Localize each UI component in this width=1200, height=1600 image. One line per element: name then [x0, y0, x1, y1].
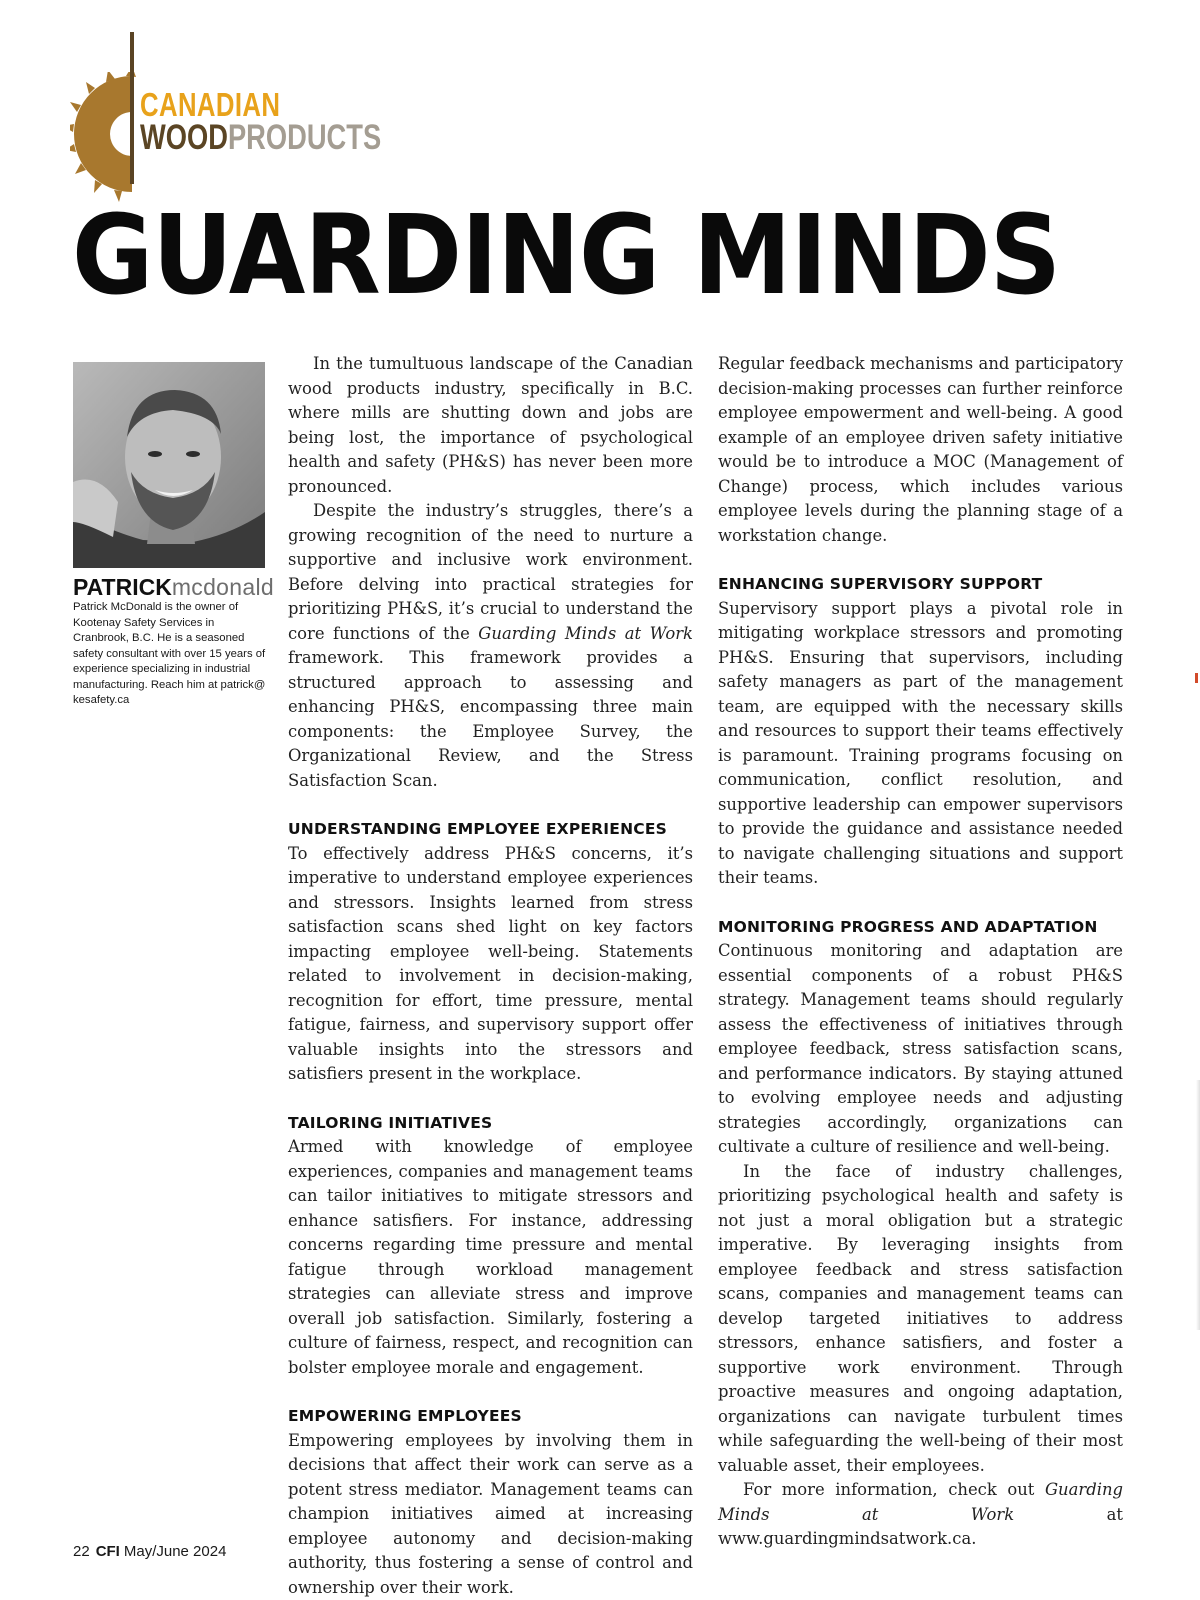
page-edge-shadow [1196, 1080, 1200, 1330]
author-first-name: PATRICK [73, 574, 172, 600]
more-info-end: at www.guardingmindsatwork.ca. [718, 1505, 1123, 1549]
paragraph-empowering-2: Regular feedback mechanisms and participatory decision-making processes can further reinforce employee empowerment and well-being. A good example of an employee driven safety initiative would be to introduce a MOC (Management of Change) process, which includes various employee levels during the planning stage of a workstation change. [718, 352, 1123, 548]
heading-supervisory: ENHANCING SUPERVISORY SUPPORT [718, 572, 1123, 597]
author-photo [73, 362, 265, 568]
paragraph-supervisory: Supervisory support plays a pivotal role in mitigating workplace stressors and promoting PH&S. Ensuring that supervisors, including safety managers as part of the management team, are equipped with the necessary skills and resources to support their teams effectively is paramount. Training programs focusing on communication, conflict resolution, and supportive leadership can empower supervisors to provide the guidance and assistance needed to navigate challenging situations and support their teams. [718, 597, 1123, 891]
intro-p2-end: framework. This framework provides a structured approach to assessing and enhancing PH&S, encompassing three main components: the Employee Survey, the Organizational Review, and the Stress Satisfaction Scan. [288, 648, 693, 790]
paragraph-empowering-1: Empowering employees by involving them in decisions that affect their work can serve as a potent stress mediator. Management teams can champion initiatives aimed at increasing employee autonomy and decision-making authority, thus fostering a sense of control and ownership over their work. [288, 1429, 693, 1600]
page-folio [73, 1543, 226, 1561]
heading-tailoring: TAILORING INITIATIVES [288, 1111, 693, 1136]
heading-monitoring: MONITORING PROGRESS AND ADAPTATION [718, 915, 1123, 940]
paragraph-more-info [718, 1478, 1123, 1552]
intro-paragraph-2 [288, 499, 693, 793]
edge-color-mark [1195, 673, 1198, 683]
logo-products: PRODUCTS [228, 118, 381, 157]
more-info-start: For more information, check out [743, 1480, 1045, 1499]
publication-name: CFI [96, 1543, 120, 1560]
heading-empowering: EMPOWERING EMPLOYEES [288, 1404, 693, 1429]
heading-understanding: UNDERSTANDING EMPLOYEE EXPERIENCES [288, 817, 693, 842]
author-name [73, 574, 274, 600]
paragraph-tailoring: Armed with knowledge of employee experiences, companies and management teams can tailor initiatives to mitigate stressors and enhance satisfiers. For instance, addressing concerns regarding time pressure and mental fatigue through workload management strategies can alleviate stress and improve overall job satisfaction. Similarly, fostering a culture of fairness, respect, and recognition can bolster employee morale and engagement. [288, 1135, 693, 1380]
intro-p2-start: Despite the industry’s struggles, there’s a growing recognition of the need to nurture a supportive and inclusive work environment. Before delving into practical strategies for prioritizing PH&S, it’s crucial to understand the core functions of the [288, 501, 693, 643]
paragraph-conclusion: In the face of industry challenges, prioritizing psychological health and safety is not just a moral obligation but a strategic imperative. By leveraging insights from employee feedback and stress satisfaction scans, companies and management teams can develop targeted initiatives to address stressors, enhance satisfiers, and foster a supportive work environment. Through proactive measures and ongoing adaptation, organizations can navigate turbulent times while safeguarding the well-being of their most valuable asset, their employees. [718, 1160, 1123, 1479]
magazine-logo [70, 32, 430, 187]
article-column-2 [718, 352, 1123, 1552]
logo-wood: WOOD [140, 118, 228, 157]
logo-line-canadian: CANADIAN [140, 88, 280, 122]
logo-divider [130, 32, 134, 184]
page-number: 22 [73, 1543, 90, 1560]
intro-paragraph-1: In the tumultuous landscape of the Canadian wood products industry, specifically in B.C. where mills are shutting down and jobs are being lost, the importance of psychological health and safety (PH&S) has never been more pronounced. [288, 352, 693, 499]
author-bio-text: Patrick McDonald is the owner of Kootenay Safety Services in Cranbrook, B.C. He is a seasoned safety consultant with over 15 years of experience specializing in industrial manufacturing. Reach him at patrick@ kesafety.ca [73, 600, 269, 709]
issue-date: May/June 2024 [124, 1543, 227, 1560]
framework-name: Guarding Minds at Work [478, 624, 693, 643]
author-last-name: mcdonald [172, 574, 274, 600]
more-info-framework: Guarding Minds at Work [718, 1480, 1123, 1524]
article-column-1 [288, 352, 693, 1600]
paragraph-understanding: To effectively address PH&S concerns, it’s imperative to understand employee experiences and stressors. Insights learned from stress satisfaction scans shed light on key factors impacting employee well-being. Statements related to involvement in decision-making, recognition for effort, time pressure, mental fatigue, fairness, and supervisory support offer valuable insights into the stressors and satisfiers present in the workplace. [288, 842, 693, 1087]
author-portrait-image [73, 362, 265, 568]
author-bio [73, 600, 269, 709]
paragraph-monitoring: Continuous monitoring and adaptation are essential components of a robust PH&S strategy. Management teams should regularly assess the effectiveness of initiatives through employee feedback, stress satisfaction scans, and performance indicators. By staying attuned to evolving employee needs and adjusting strategies accordingly, organizations can cultivate a culture of resilience and well-being. [718, 939, 1123, 1160]
article-headline: GUARDING MINDS [72, 190, 1026, 320]
logo-line-woodproducts [140, 120, 381, 156]
